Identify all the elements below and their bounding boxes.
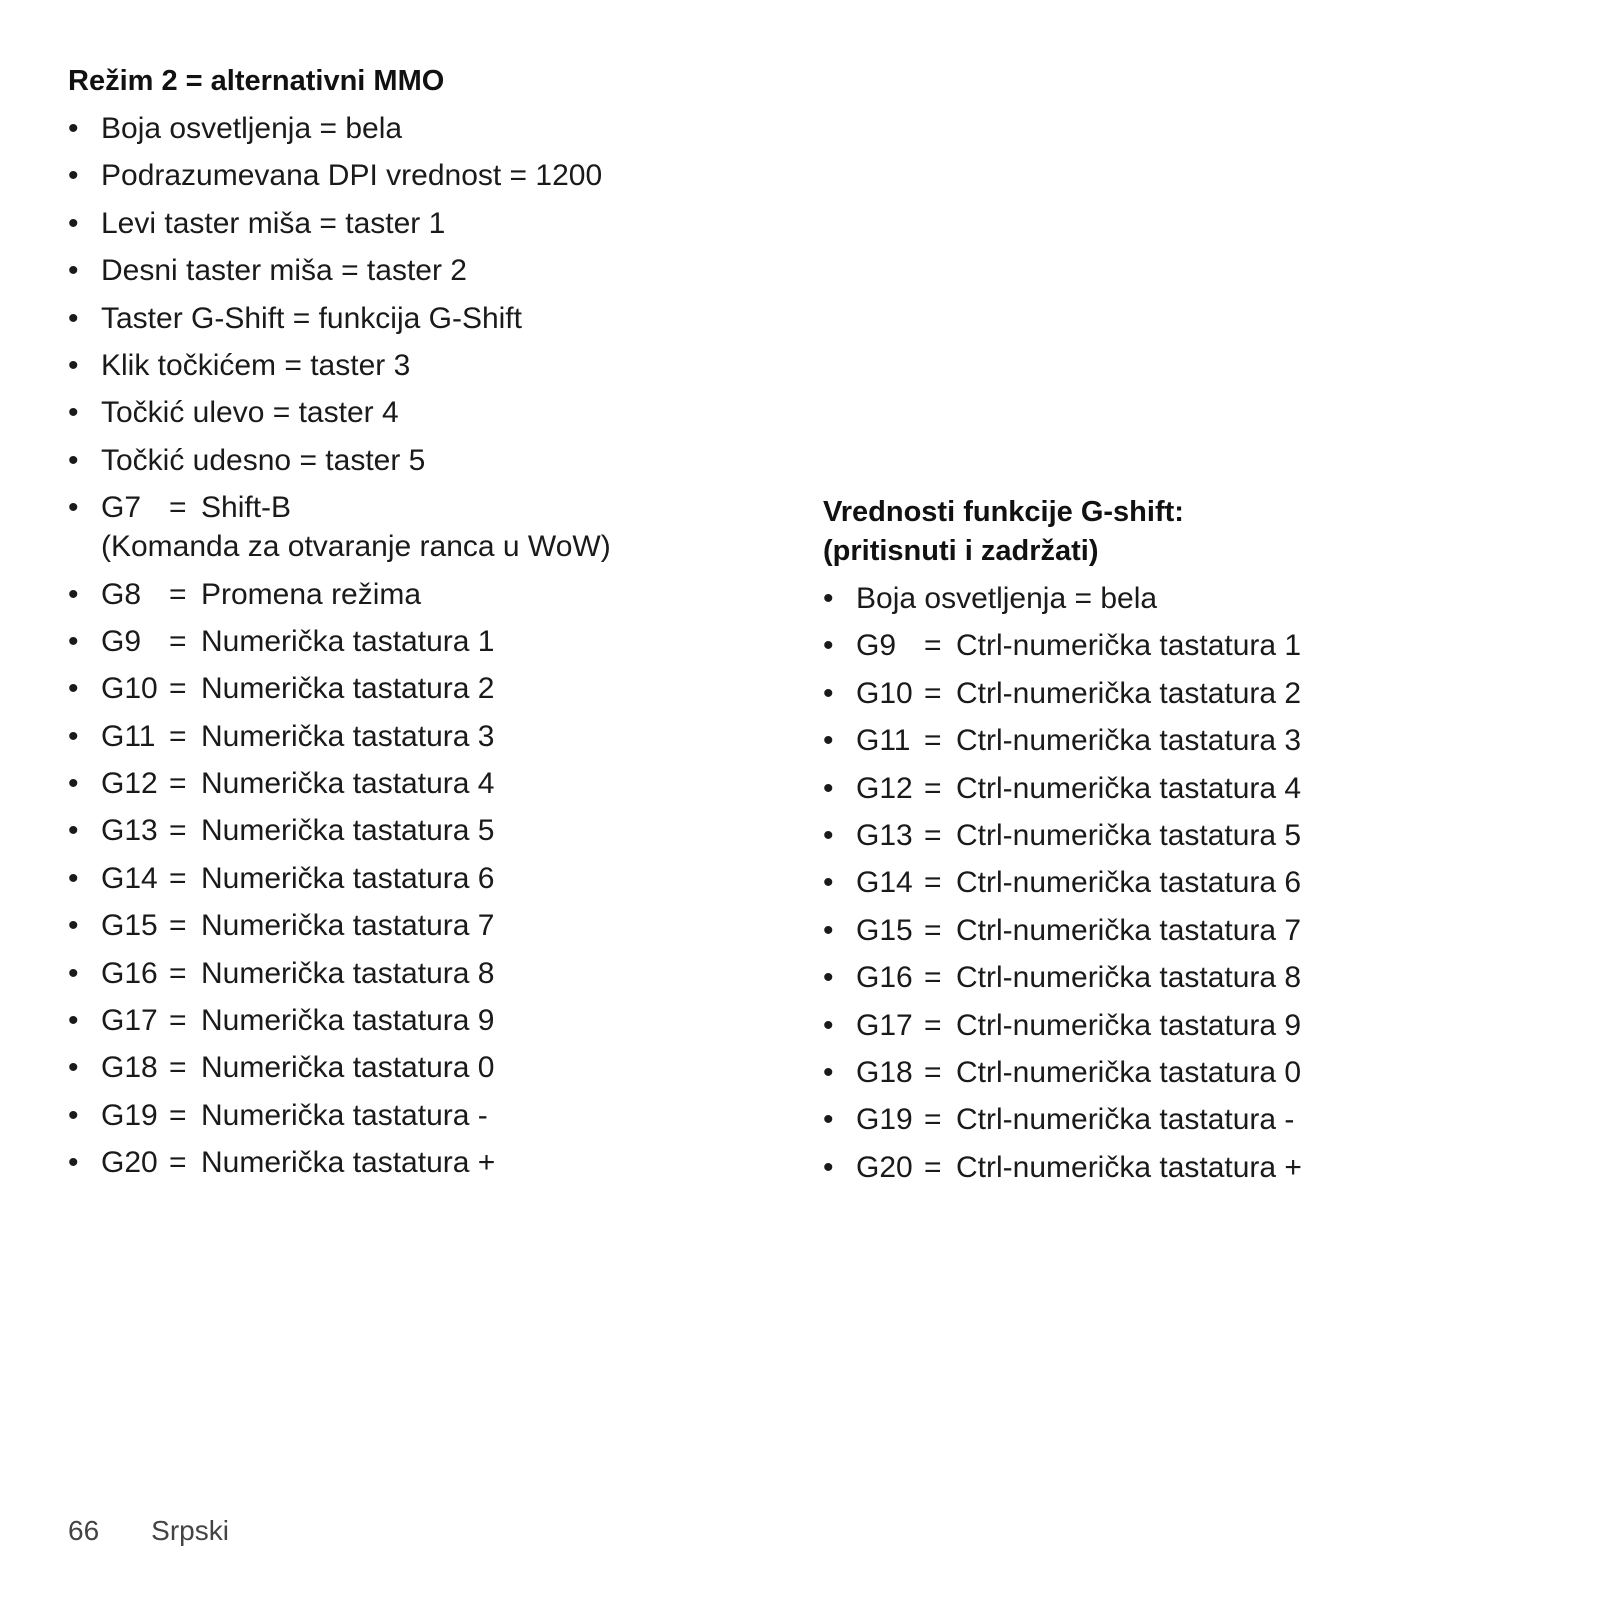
equals-sign: = [924,818,942,852]
list-item-text: Boja osvetljenja = bela [101,112,403,145]
g-key-label: G18 [856,1055,913,1089]
keymap-item [823,674,1543,713]
key-function: Numerička tastatura 2 [201,672,495,706]
list-item-text: Točkić ulevo = taster 4 [101,396,399,430]
equals-sign: = [169,1051,187,1085]
key-function: Numerička tastatura 3 [201,719,495,753]
key-function: Ctrl-numerička tastatura 1 [956,629,1302,663]
keymap-item [68,906,748,945]
g-key-label: G8 [101,577,142,611]
keymap-item [823,1148,1543,1187]
keymap-item [823,1006,1543,1045]
bullet-glyph: • [68,443,79,477]
keymap-item [68,488,748,566]
bullet-glyph: • [823,771,834,805]
g-shift-list [823,579,1543,1187]
key-function: Numerička tastatura 7 [201,909,495,943]
g-shift-heading-line-1: Vrednosti funkcije G-shift: [823,496,1184,528]
key-function-note: (Komanda za otvaranje ranca u WoW) [101,530,611,564]
equals-sign: = [169,956,187,990]
bullet-glyph: • [823,818,834,852]
equals-sign: = [169,491,187,525]
section-heading-g-shift [823,493,1543,571]
g-key-label: G19 [101,1098,158,1132]
g-key-label: G19 [856,1103,913,1137]
bullet-glyph: • [823,913,834,947]
keymap-item [68,575,748,614]
g-key-label: G11 [856,724,911,758]
key-function: Ctrl-numerička tastatura + [956,1150,1302,1184]
equals-sign: = [924,629,942,663]
bullet-glyph: • [68,1051,79,1085]
keymap-item [68,954,748,993]
equals-sign: = [924,1008,942,1042]
equals-sign: = [169,577,187,611]
keymap-item [68,1096,748,1135]
keymap-item [823,769,1543,808]
g-key-label: G17 [856,1008,913,1042]
left-column [68,62,748,1191]
g-key-label: G9 [856,629,897,663]
g-key-label: G17 [101,1004,158,1038]
bullet-glyph: • [823,676,834,710]
bullet-glyph: • [68,814,79,848]
keymap-item [823,911,1543,950]
list-item [68,346,748,385]
g-key-label: G20 [856,1150,913,1184]
bullet-glyph: • [68,206,79,240]
bullet-glyph: • [68,719,79,753]
key-function: Ctrl-numerička tastatura 8 [956,961,1302,995]
mode-2-list [68,109,748,1182]
bullet-glyph: • [68,956,79,990]
equals-sign: = [169,719,187,753]
g-key-label: G16 [856,961,913,995]
list-item [823,579,1543,618]
bullet-glyph: • [68,301,79,335]
bullet-glyph: • [68,112,79,145]
equals-sign: = [169,909,187,943]
bullet-glyph: • [68,396,79,430]
key-function: Ctrl-numerička tastatura 2 [956,676,1302,710]
list-item-text: Klik točkićem = taster 3 [101,348,411,382]
key-function: Ctrl-numerička tastatura 4 [956,771,1302,805]
equals-sign: = [169,1098,187,1132]
g-key-label: G15 [101,909,158,943]
g-key-label: G13 [856,818,913,852]
list-item-text: Levi taster miša = taster 1 [101,206,446,240]
keymap-item [823,626,1543,665]
keymap-item [823,816,1543,855]
keymap-item [823,1100,1543,1139]
bullet-glyph: • [68,254,79,288]
key-function: Shift-B [201,491,292,525]
bullet-glyph: • [823,961,834,995]
equals-sign: = [169,767,187,801]
g-key-label: G14 [856,866,913,900]
equals-sign: = [169,672,187,706]
equals-sign: = [169,861,187,895]
equals-sign: = [169,1004,187,1038]
g-key-label: G20 [101,1146,158,1180]
keymap-item [68,811,748,850]
key-function: Ctrl-numerička tastatura 5 [956,818,1302,852]
keymap-item [68,622,748,661]
keymap-item [68,859,748,898]
bullet-glyph: • [68,577,79,611]
list-item-text: Boja osvetljenja = bela [856,582,1158,615]
g-key-label: G12 [101,767,158,801]
bullet-glyph: • [68,1146,79,1180]
bullet-glyph: • [68,1098,79,1132]
key-function: Numerička tastatura 4 [201,767,495,801]
g-shift-heading-line-2: (pritisnuti i zadržati) [823,535,1099,567]
list-item [68,441,748,480]
key-function: Ctrl-numerička tastatura 9 [956,1008,1302,1042]
equals-sign: = [169,1146,187,1180]
g-key-label: G16 [101,956,158,990]
key-function: Numerička tastatura 8 [201,956,495,990]
keymap-item [823,958,1543,997]
bullet-glyph: • [68,672,79,706]
key-function: Numerička tastatura 6 [201,861,495,895]
equals-sign: = [924,676,942,710]
list-item [68,109,748,148]
key-function: Ctrl-numerička tastatura 3 [956,724,1302,758]
equals-sign: = [924,1055,942,1089]
g-key-label: G10 [856,676,913,710]
g-key-label: G9 [101,624,142,658]
key-function: Promena režima [201,577,422,611]
key-function: Numerička tastatura + [201,1146,496,1180]
page-footer [68,1514,229,1548]
equals-sign: = [924,866,942,900]
equals-sign: = [924,913,942,947]
list-item-text: Podrazumevana DPI vrednost = 1200 [101,159,603,193]
g-key-label: G13 [101,814,158,848]
g-key-label: G15 [856,913,913,947]
bullet-glyph: • [68,159,79,193]
bullet-glyph: • [823,582,834,615]
g-key-label: G11 [101,719,156,753]
keymap-item [68,764,748,803]
key-function: Numerička tastatura - [201,1098,488,1132]
keymap-item [823,721,1543,760]
g-key-label: G12 [856,771,913,805]
equals-sign: = [924,771,942,805]
key-function: Ctrl-numerička tastatura 0 [956,1055,1302,1089]
bullet-glyph: • [823,1008,834,1042]
bullet-glyph: • [823,1055,834,1089]
bullet-glyph: • [68,491,79,525]
key-function: Ctrl-numerička tastatura - [956,1103,1295,1137]
bullet-glyph: • [823,629,834,663]
equals-sign: = [924,961,942,995]
g-key-label: G10 [101,672,158,706]
right-column [823,493,1543,1195]
equals-sign: = [924,1103,942,1137]
page-number: 66 [68,1515,100,1546]
bullet-glyph: • [823,1150,834,1184]
list-item [68,156,748,195]
g-key-label: G7 [101,491,142,525]
key-function: Ctrl-numerička tastatura 7 [956,913,1302,947]
key-function: Ctrl-numerička tastatura 6 [956,866,1302,900]
equals-sign: = [924,724,942,758]
bullet-glyph: • [68,861,79,895]
list-item-text: Desni taster miša = taster 2 [101,254,467,288]
bullet-glyph: • [68,624,79,658]
keymap-item [68,1048,748,1087]
keymap-item [68,1143,748,1182]
bullet-glyph: • [68,767,79,801]
bullet-glyph: • [823,724,834,758]
key-function: Numerička tastatura 9 [201,1004,495,1038]
bullet-glyph: • [68,909,79,943]
keymap-item [823,863,1543,902]
key-function: Numerička tastatura 0 [201,1051,495,1085]
bullet-glyph: • [68,1004,79,1038]
list-item [68,393,748,432]
bullet-glyph: • [823,1103,834,1137]
list-item-text: Taster G-Shift = funkcija G-Shift [101,301,522,335]
keymap-item [68,669,748,708]
list-item [68,204,748,243]
section-heading-mode-2: Režim 2 = alternativni MMO [68,65,445,97]
bullet-glyph: • [823,866,834,900]
g-key-label: G18 [101,1051,158,1085]
equals-sign: = [924,1150,942,1184]
keymap-item [68,1001,748,1040]
footer-language: Srpski [151,1515,229,1546]
keymap-item [68,717,748,756]
key-function: Numerička tastatura 1 [201,624,495,658]
g-key-label: G14 [101,861,158,895]
keymap-item [823,1053,1543,1092]
list-item [68,251,748,290]
equals-sign: = [169,624,187,658]
bullet-glyph: • [68,348,79,382]
list-item-text: Točkić udesno = taster 5 [101,443,426,477]
key-function: Numerička tastatura 5 [201,814,495,848]
equals-sign: = [169,814,187,848]
list-item [68,299,748,338]
